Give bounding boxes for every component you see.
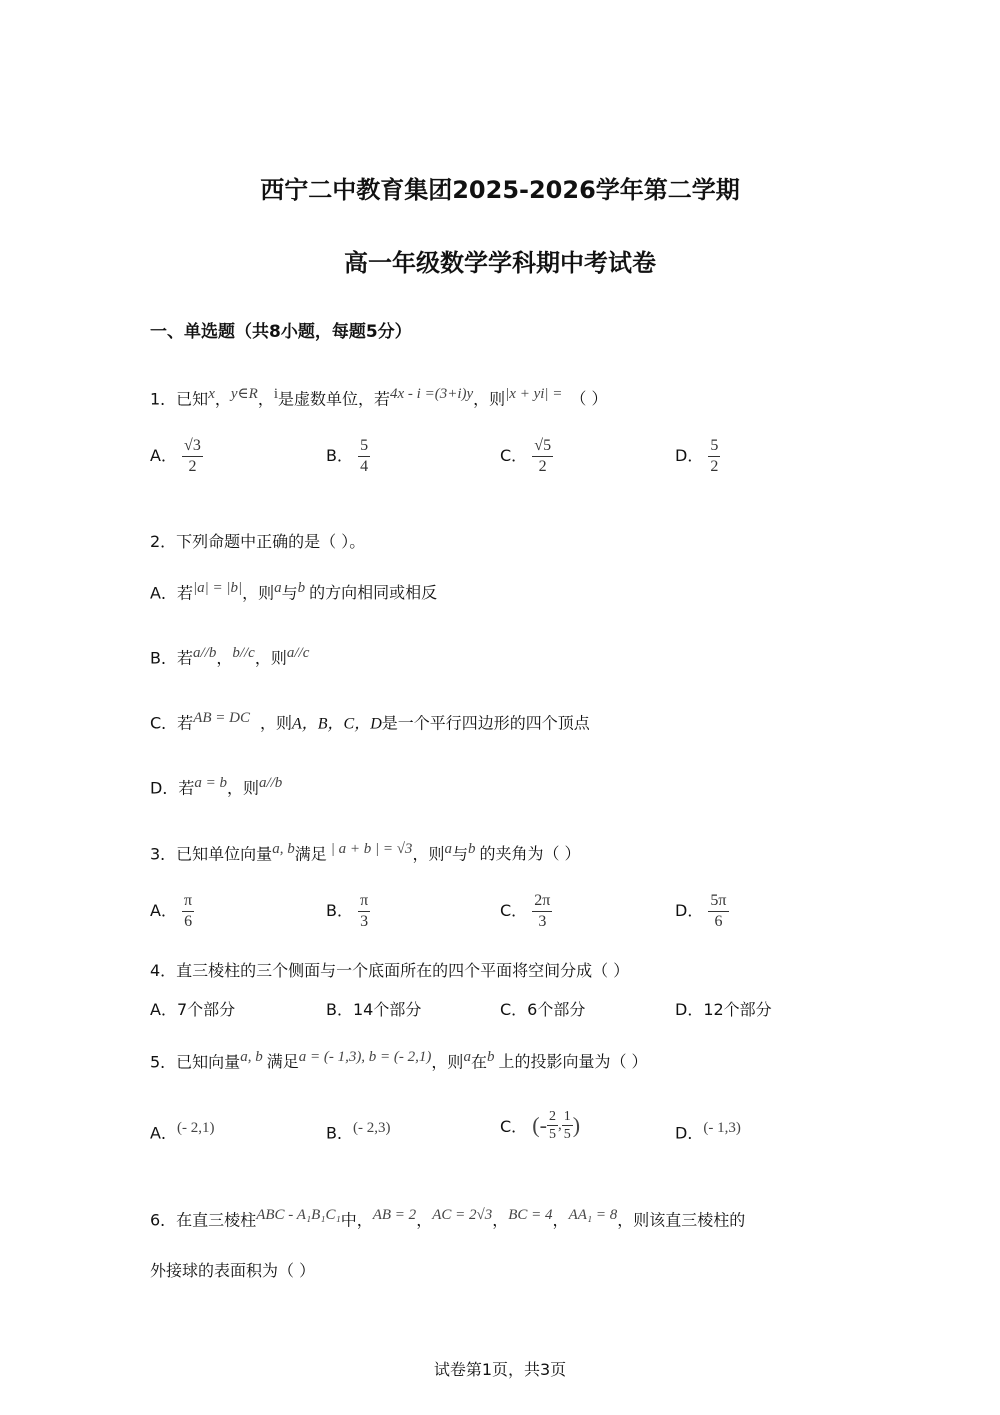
q1-text-3: ，	[257, 389, 274, 409]
q5-option-c-num-2: 1	[563, 1109, 571, 1124]
page-footer: 试卷第1页，共3页	[433, 1360, 567, 1379]
q1-math-y-in-r: y∈R	[230, 386, 258, 402]
q3-text-2: 满足	[294, 844, 327, 864]
q5-math-4: b	[486, 1049, 495, 1065]
q2-option-a-text-3: 的方向相同或相反	[309, 583, 438, 603]
q5-text-5: 上的投影向量为（ ）	[498, 1052, 648, 1072]
question-6-stem-line1	[150, 1207, 745, 1230]
question-4-stem: 4．直三棱柱的三个侧面与一个底面所在的四个平面将空间分成（ ）	[150, 961, 630, 980]
q3-option-a-num: π	[184, 892, 193, 909]
q5-option-c-den-2: 5	[563, 1127, 571, 1142]
q5-text-1: 5．已知向量	[150, 1052, 241, 1072]
q1-option-c-den: 2	[532, 456, 553, 477]
q3-text-3: ，则	[412, 844, 445, 864]
q1-option-a-fraction	[182, 436, 203, 477]
q5-option-c-label: C．	[500, 1117, 528, 1136]
q3-option-d[interactable]	[675, 891, 729, 932]
q1-option-c-label: C．	[500, 446, 528, 465]
q5-option-c-fraction-1	[547, 1108, 558, 1143]
q2-option-a-label: A．若	[150, 583, 193, 603]
q3-option-d-fraction	[708, 891, 728, 932]
q2-option-c-text-1: ，则	[259, 713, 292, 733]
q5-option-c-den-1: 5	[548, 1127, 556, 1142]
q5-text-3: ，则	[431, 1052, 464, 1072]
exam-title-line1: 西宁二中教育集团2025-2026学年第二学期	[260, 176, 740, 204]
q3-option-c-label: C．	[500, 901, 528, 920]
q2-option-d-math-2: a//b	[258, 775, 283, 791]
q2-option-b-math-1: a//b	[192, 645, 217, 661]
q5-option-a-value: (- 2,1)	[176, 1120, 215, 1136]
q2-option-d-label: D．若	[150, 778, 195, 798]
section-heading: 一、单选题（共8小题，每题5分）	[150, 322, 412, 342]
q2-option-d-math-1: a = b	[194, 775, 227, 791]
q3-option-c-num: 2π	[534, 892, 551, 909]
q6-text-2: 中，	[340, 1210, 373, 1230]
question-3-stem	[150, 841, 581, 864]
q5-option-a-label: A．	[150, 1123, 177, 1143]
q2-option-a-math-3: b	[297, 580, 306, 596]
q1-option-d-den: 2	[710, 458, 719, 475]
q1-option-d[interactable]	[675, 436, 720, 477]
exam-title-line2: 高一年级数学学科期中考试卷	[344, 249, 656, 277]
q6-math-2: AB = 2	[372, 1207, 417, 1223]
q6-text-1: 6．在直三棱柱	[150, 1210, 257, 1230]
q3-math-1: a, b	[272, 841, 295, 857]
q5-option-b[interactable]	[326, 1120, 390, 1143]
q2-option-d-text-1: ，则	[226, 778, 259, 798]
q6-text-3: ，	[416, 1210, 433, 1230]
q1-option-d-label: D．	[675, 446, 704, 465]
q2-option-c-points: A，B，C，D	[292, 715, 382, 733]
q1-text-5: ，则	[473, 389, 506, 409]
q1-math-x: x	[208, 386, 215, 402]
q1-text-6: （ ）	[570, 389, 608, 409]
q6-text-5: ，	[552, 1210, 569, 1230]
q5-text-2: 满足	[266, 1052, 299, 1072]
q6-math-1: ABC - A₁B₁C₁	[256, 1207, 341, 1223]
q3-text-4: 与	[451, 844, 468, 864]
q5-option-c-sep: ,	[557, 1117, 562, 1133]
q3-option-b-label: B．	[326, 901, 353, 920]
q4-option-b[interactable]: B．14个部分	[326, 1000, 422, 1019]
q6-text-6: ，则该直三棱柱的	[617, 1210, 746, 1230]
q5-option-b-label: B．	[326, 1123, 353, 1143]
q3-option-c-den: 3	[532, 911, 552, 932]
q2-option-b-text-2: ，则	[254, 648, 287, 668]
q1-option-c[interactable]	[500, 436, 553, 477]
q2-option-b[interactable]	[150, 645, 309, 668]
q1-option-a-num: √3	[184, 437, 201, 454]
q1-option-b-label: B．	[326, 446, 353, 465]
q3-option-d-label: D．	[675, 901, 704, 920]
q1-option-b-fraction	[358, 436, 370, 477]
q6-text-4: ，	[492, 1210, 509, 1230]
q1-option-a-den: 2	[182, 456, 203, 477]
q3-option-b[interactable]	[326, 891, 370, 932]
q3-option-d-den: 6	[708, 911, 728, 932]
q5-option-d[interactable]	[675, 1120, 741, 1143]
q3-math-2: | a + b | = √3	[330, 841, 413, 857]
q2-option-c-text-3: 是一个平行四边形的四个顶点	[381, 713, 590, 733]
q2-option-a-math-1: |a| = |b|	[192, 580, 243, 596]
question-5-stem	[150, 1049, 648, 1072]
question-2-stem: 2．下列命题中正确的是（ ）。	[150, 532, 366, 551]
q5-option-d-value: (- 1,3)	[703, 1120, 741, 1136]
q3-math-4: b	[467, 841, 476, 857]
q2-option-c-math-1: AB = DC	[193, 710, 250, 726]
q1-option-b-num: 5	[360, 437, 369, 454]
q3-option-a-label: A．	[150, 901, 177, 920]
q1-text-2: ，	[214, 389, 231, 409]
q1-option-c-fraction	[532, 436, 553, 477]
q5-option-a[interactable]	[150, 1120, 214, 1143]
q1-math-equation: 4x - i =(3+i)y	[390, 386, 474, 402]
q4-option-d[interactable]: D．12个部分	[675, 1000, 772, 1019]
q3-option-a-den: 6	[182, 911, 194, 932]
q1-option-d-num: 5	[710, 437, 719, 454]
q1-option-b-den: 4	[360, 458, 369, 475]
q5-math-2: a = (- 1,3), b = (- 2,1)	[298, 1049, 432, 1065]
question-1-stem	[150, 384, 608, 409]
q2-option-b-math-2: b//c	[232, 645, 255, 661]
q1-option-a-label: A．	[150, 446, 177, 465]
q3-option-b-den: 3	[358, 911, 370, 932]
q1-text-1: 1．已知	[150, 389, 209, 409]
q2-option-a-math-2: a	[274, 580, 282, 596]
q5-option-d-label: D．	[675, 1123, 704, 1143]
q5-math-1: a, b	[240, 1049, 263, 1065]
q6-math-4: BC = 4	[508, 1207, 553, 1223]
q5-option-b-value: (- 2,3)	[352, 1120, 391, 1136]
q3-option-a-fraction	[182, 891, 194, 932]
q5-text-4: 在	[470, 1052, 487, 1072]
q2-option-b-math-3: a//c	[286, 645, 310, 661]
q2-option-b-label: B．若	[150, 648, 193, 668]
q3-math-3: a	[444, 841, 452, 857]
q2-option-c-label: C．若	[150, 713, 194, 733]
q1-text-4: 是虚数单位，若	[278, 389, 391, 409]
q3-option-c-fraction	[532, 891, 552, 932]
q6-math-5: AA₁ = 8	[568, 1207, 618, 1223]
q3-option-d-num: 5π	[710, 892, 727, 909]
q4-option-a[interactable]: A．7个部分	[150, 1000, 236, 1019]
q1-option-b[interactable]	[326, 436, 370, 477]
question-6-stem-line2: 外接球的表面积为（ ）	[150, 1261, 316, 1280]
q3-text-5: 的夹角为（ ）	[479, 844, 581, 864]
q3-text-1: 3．已知单位向量	[150, 844, 273, 864]
q5-option-c-close: )	[572, 1112, 581, 1138]
q2-option-a[interactable]	[150, 580, 437, 603]
q2-option-a-text-1: ，则	[242, 583, 275, 603]
q6-math-3: AC = 2√3	[432, 1207, 493, 1223]
q5-option-c-fraction-2	[562, 1108, 573, 1143]
q4-option-c[interactable]: C．6个部分	[500, 1000, 586, 1019]
q2-option-c[interactable]	[150, 710, 590, 733]
q1-option-d-fraction	[708, 436, 720, 477]
q3-option-b-fraction	[358, 891, 370, 932]
q5-option-c[interactable]	[500, 1108, 580, 1143]
q5-math-3: a	[463, 1049, 471, 1065]
q3-option-b-num: π	[360, 892, 369, 909]
q1-option-a[interactable]	[150, 436, 203, 477]
q2-option-b-text-1: ，	[216, 648, 233, 668]
q2-option-d[interactable]	[150, 775, 282, 798]
q3-option-a[interactable]	[150, 891, 194, 932]
q5-option-c-num-1: 2	[548, 1109, 556, 1124]
q1-math-i: i	[273, 386, 278, 402]
q3-option-c[interactable]	[500, 891, 552, 932]
q1-option-c-num: √5	[534, 437, 552, 454]
q5-option-c-open: (-	[532, 1112, 547, 1138]
q2-option-a-text-2: 与	[281, 583, 298, 603]
q1-math-abs: |x + yi| =	[505, 386, 563, 402]
